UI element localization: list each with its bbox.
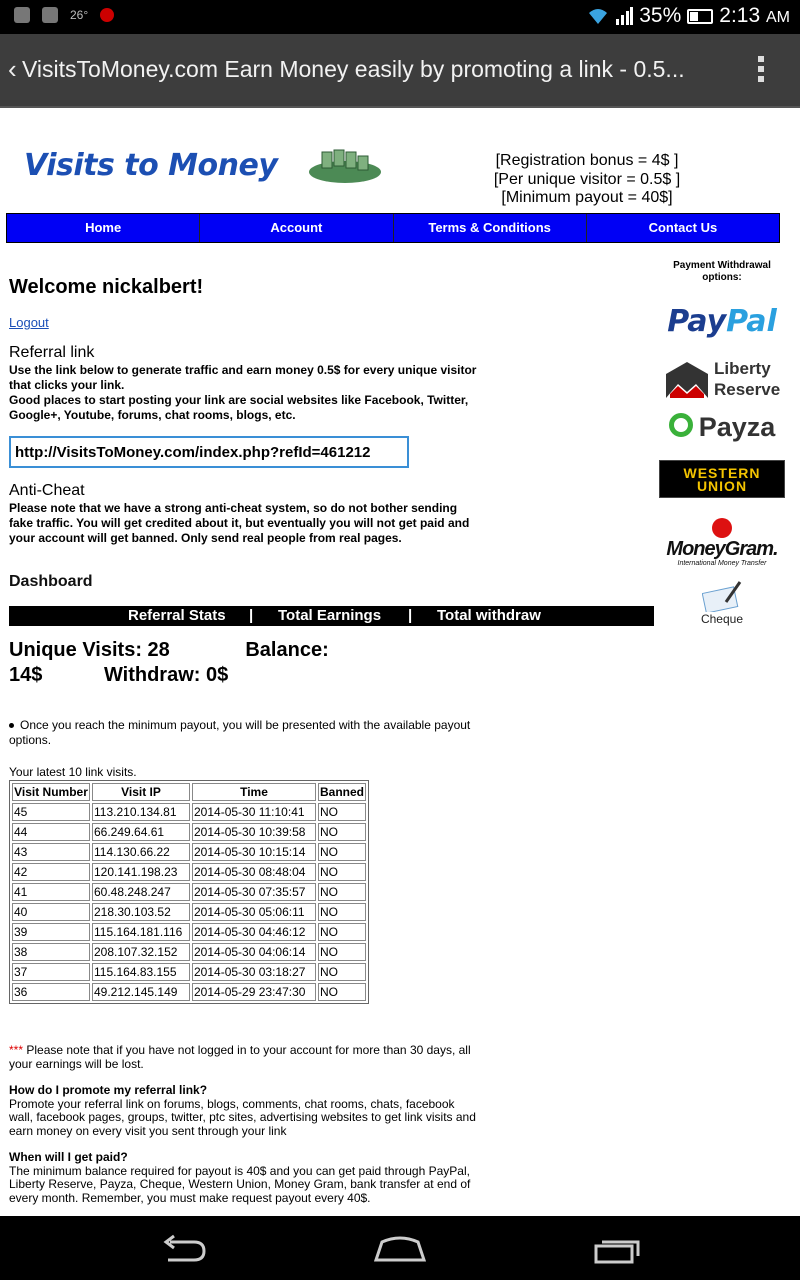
bullet-icon	[9, 723, 14, 728]
referral-link-input[interactable]	[9, 436, 409, 468]
moneygram-globe-icon	[712, 518, 732, 538]
col-visit-number: Visit Number	[12, 783, 90, 801]
visit-time-cell: 2014-05-30 05:06:11	[192, 903, 316, 921]
table-row	[12, 943, 366, 961]
liberty-reserve-logo: Liberty Reserve	[660, 358, 784, 402]
table-row	[12, 843, 366, 861]
logout-link[interactable]: Logout	[9, 315, 49, 330]
visit-time-cell: 2014-05-30 10:15:14	[192, 843, 316, 861]
usb-icon	[14, 7, 30, 23]
table-row	[12, 863, 366, 881]
stats-separator: |	[408, 607, 413, 624]
visit-number-cell: 36	[12, 983, 90, 1001]
banned-cell: NO	[318, 923, 366, 941]
moneygram-logo: MoneyGram. International Money Transfer	[660, 518, 784, 567]
visits-table	[9, 780, 369, 1004]
home-nav-icon[interactable]	[374, 1234, 426, 1262]
col-banned: Banned	[320, 785, 365, 799]
web-page	[0, 108, 800, 1216]
visit-number-cell: 45	[12, 803, 90, 821]
table-row	[12, 823, 366, 841]
banned-cell: NO	[318, 943, 366, 961]
visit-time-cell: 2014-05-30 07:35:57	[192, 883, 316, 901]
table-row	[12, 803, 366, 821]
visit-number-cell: 44	[12, 823, 90, 841]
banned-cell: NO	[318, 903, 366, 921]
battery-icon	[687, 9, 713, 24]
overflow-menu-icon[interactable]	[758, 56, 766, 84]
dashboard-title: Dashboard	[9, 573, 93, 590]
system-nav-bar	[0, 1216, 800, 1280]
nav-account[interactable]: Account	[200, 214, 393, 242]
visit-time-cell: 2014-05-29 23:47:30	[192, 983, 316, 1001]
western-union-logo: WESTERN UNION	[659, 460, 785, 498]
visit-number-cell: 43	[12, 843, 90, 861]
table-row	[12, 923, 366, 941]
anticheat-description: Please note that we have a strong anti-cheat system, so do not bother sending fake traffic. You will get credited about it, but eventually you will not get paid and your account will get banned. Only send real people from real pages.	[9, 501, 470, 545]
visit-time-cell: 2014-05-30 11:10:41	[192, 803, 316, 821]
notification-icons	[14, 7, 114, 23]
main-content	[9, 268, 659, 1205]
referral-title: Referral link	[9, 344, 95, 361]
liberty-reserve-icon	[666, 362, 708, 398]
banned-cell: NO	[318, 883, 366, 901]
payza-logo: Payza	[660, 412, 784, 443]
visit-ip-cell: 49.212.145.149	[92, 983, 190, 1001]
nav-contact[interactable]: Contact Us	[648, 220, 718, 235]
faq-payment: When will I get paid? The minimum balance required for payout is 40$ and you can get paid through PayPal, Liberty Reserve, Payza, Cheque, Western Union, Money Gram, bank transfer at end of every month. Remember, you must make request payout every 40$.	[9, 1150, 471, 1205]
visit-time-cell: 2014-05-30 04:06:14	[192, 943, 316, 961]
visit-number-cell: 37	[12, 963, 90, 981]
back-nav-icon[interactable]	[160, 1234, 208, 1264]
col-visit-ip: Visit IP	[92, 783, 190, 801]
anticheat-title: Anti-Cheat	[9, 482, 85, 499]
app-notification-icon	[100, 8, 114, 22]
table-row	[12, 903, 366, 921]
paypal-logo: PayPal	[667, 304, 777, 339]
unique-visits: Unique Visits: 28	[9, 639, 170, 661]
visit-ip-cell: 113.210.134.81	[92, 803, 190, 821]
bonus-info: [Registration bonus = 4$ ] [Per unique visitor = 0.5$ ] [Minimum payout = 40$]	[493, 152, 681, 206]
visit-time-cell: 2014-05-30 10:39:58	[192, 823, 316, 841]
payout-note: Once you reach the minimum payout, you will be presented with the available payout options.	[9, 718, 471, 747]
visit-ip-cell: 120.141.198.23	[92, 863, 190, 881]
recents-nav-icon[interactable]	[594, 1234, 642, 1264]
clock: 2:13 AM	[719, 4, 790, 27]
signal-icon	[615, 7, 633, 25]
stats-values	[9, 638, 409, 688]
stats-tab-withdraw: Total withdraw	[437, 607, 541, 624]
table-row	[12, 963, 366, 981]
visit-number-cell: 41	[12, 883, 90, 901]
visit-ip-cell: 115.164.181.116	[92, 923, 190, 941]
referral-description: Use the link below to generate traffic and earn money 0.5$ for every unique visitor that clicks your link. Good places to start posting your link are social websites like Facebook, Twitter, Google+, Youtube, forums, chat rooms, blogs, etc.	[9, 363, 477, 422]
table-row	[12, 983, 366, 1001]
outlook-icon	[42, 7, 58, 23]
payment-options-sidebar	[660, 260, 784, 626]
visit-ip-cell: 114.130.66.22	[92, 843, 190, 861]
visit-ip-cell: 208.107.32.152	[92, 943, 190, 961]
banned-cell: NO	[318, 823, 366, 841]
faq-promote: How do I promote my referral link? Promote your referral link on forums, blogs, comments, chat rooms, chats, facebook wall, facebook pages, groups, twitter, ptc sites, advertising websites to get link visits and earn money on every visit you sent through your link	[9, 1083, 476, 1138]
wifi-icon	[587, 7, 609, 25]
withdraw-value: Withdraw: 0$	[103, 664, 229, 686]
welcome-heading: Welcome nickalbert!	[9, 276, 204, 298]
status-bar	[0, 0, 800, 34]
nav-home[interactable]: Home	[7, 214, 200, 242]
stats-tab-earnings: Total Earnings	[278, 607, 382, 624]
visit-number-cell: 40	[12, 903, 90, 921]
balance-label: Balance:	[245, 639, 329, 661]
balance-value: 14$	[9, 664, 43, 686]
visit-time-cell: 2014-05-30 03:18:27	[192, 963, 316, 981]
money-stack-icon	[308, 148, 382, 184]
visit-number-cell: 38	[12, 943, 90, 961]
site-logo[interactable]: Visits to Money	[24, 148, 278, 183]
visit-number-cell: 42	[12, 863, 90, 881]
banned-cell: NO	[318, 803, 366, 821]
battery-percent: 35%	[639, 4, 682, 27]
banned-cell: NO	[318, 843, 366, 861]
visit-ip-cell: 115.164.83.155	[92, 963, 190, 981]
main-nav	[6, 213, 780, 243]
nav-terms[interactable]: Terms & Conditions	[394, 214, 587, 242]
cheque-icon	[702, 580, 742, 612]
inactivity-warning: *** Please note that if you have not logged in to your account for more than 30 days, all your earnings will be lost.	[9, 1043, 471, 1071]
payza-icon	[669, 413, 693, 437]
stats-header-bar	[9, 606, 654, 626]
col-time: Time	[192, 783, 316, 801]
page-title: VisitsToMoney.com Earn Money easily by promoting a link - 0.5...	[22, 56, 685, 82]
back-chevron-icon[interactable]: ‹	[8, 54, 17, 84]
table-caption: Your latest 10 link visits.	[9, 765, 137, 779]
table-row	[12, 883, 366, 901]
temperature: 26°	[70, 8, 89, 22]
visit-ip-cell: 66.249.64.61	[92, 823, 190, 841]
banned-cell: NO	[318, 983, 366, 1001]
visit-time-cell: 2014-05-30 08:48:04	[192, 863, 316, 881]
banned-cell: NO	[318, 863, 366, 881]
sidebar-title: Payment Withdrawal options:	[673, 260, 771, 283]
visit-number-cell: 39	[12, 923, 90, 941]
cheque-logo: Cheque	[660, 580, 784, 626]
visit-ip-cell: 60.48.248.247	[92, 883, 190, 901]
stats-separator: |	[249, 607, 254, 624]
stats-tab-referral: Referral Stats	[128, 607, 226, 624]
visit-time-cell: 2014-05-30 04:46:12	[192, 923, 316, 941]
banned-cell: NO	[318, 963, 366, 981]
visit-ip-cell: 218.30.103.52	[92, 903, 190, 921]
browser-title-bar	[0, 34, 800, 108]
